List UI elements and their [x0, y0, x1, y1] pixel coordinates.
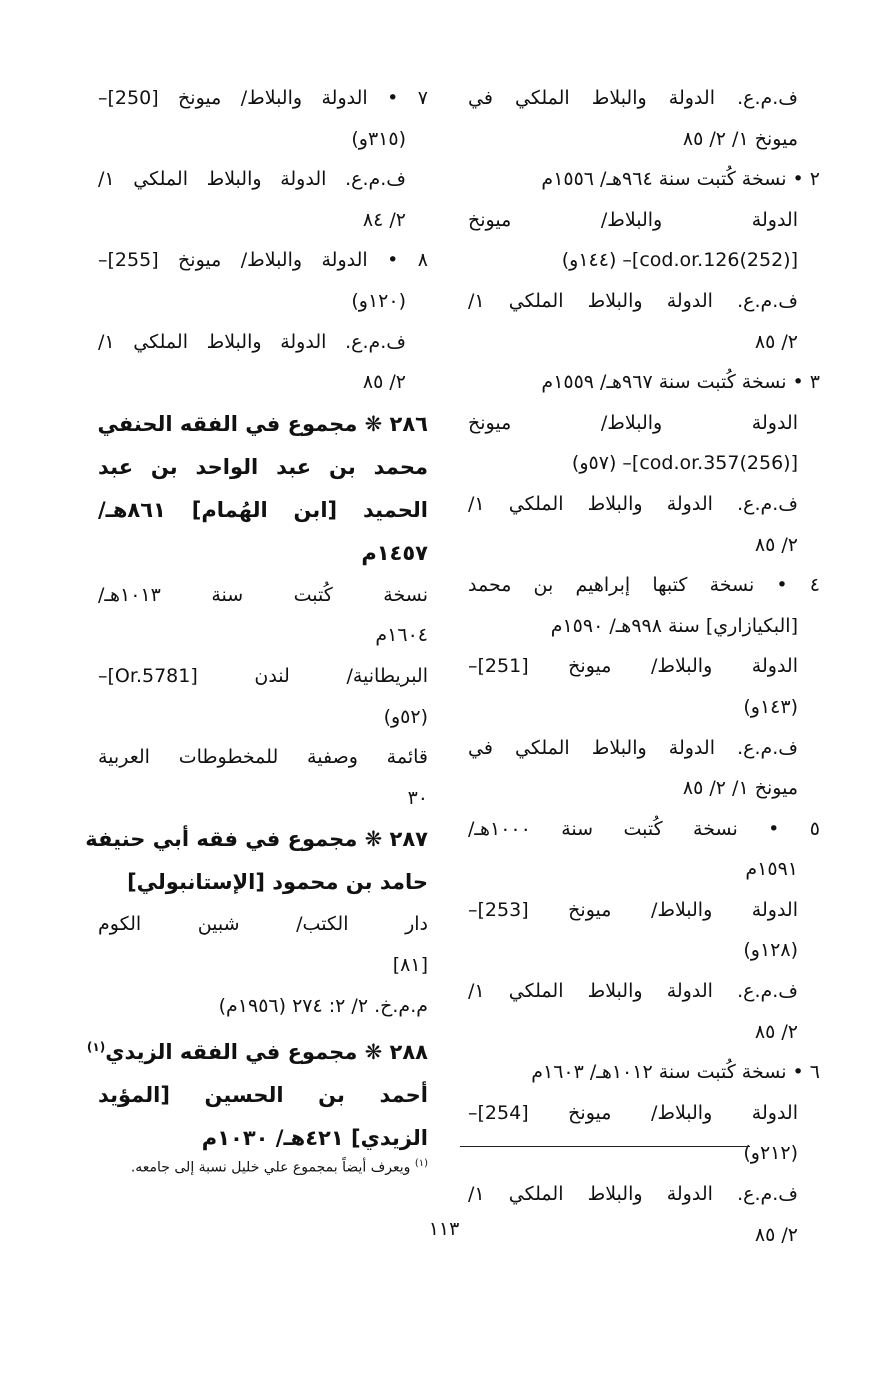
entry-author-line: أحمد بن الحسين [المؤيد — [98, 1083, 428, 1108]
text-line: ٨ • الدولة والبلاط/ ميونخ [255]– — [98, 249, 428, 272]
text-line: ف.م.ع. الدولة والبلاط الملكي ١/ — [468, 980, 798, 1003]
text-line: دار الكتب/ شبين الكوم — [98, 913, 428, 936]
text-line: ف.م.ع. الدولة والبلاط الملكي ١/ — [98, 330, 406, 353]
text-line: ٦ • نسخة كُتبت سنة ١٠١٢هـ/ ١٦٠٣م — [531, 1061, 820, 1084]
footnote-marker: (١) — [414, 1158, 428, 1169]
text-line: [cod.or.126(252)]– (١٤٤و) — [561, 249, 798, 272]
entry-title: ٢٨٧ ❋ مجموع في فقه أبي حنيفة — [85, 827, 428, 852]
text-line: الدولة والبلاط/ ميونخ [251]– — [468, 655, 798, 678]
text-line: ٢/ ٨٤ — [362, 208, 406, 231]
entry-287 — [85, 818, 428, 1026]
footnote-separator — [460, 1146, 750, 1147]
text-line: [٨١] — [392, 953, 428, 976]
text-line: (١٢٨و) — [743, 939, 798, 962]
text-line: الدولة والبلاط/ ميونخ [254]– — [468, 1101, 798, 1124]
text-line: ميونخ ١/ ٢/ ٨٥ — [682, 127, 798, 150]
text-line: الدولة والبلاط/ ميونخ [253]– — [468, 898, 798, 921]
text-line: نسخة كُتبت سنة ١٠١٣هـ/ — [98, 583, 428, 606]
entry-title: ٢٨٦ ❋ مجموع في الفقه الحنفي — [97, 411, 428, 436]
text-line: ٢/ ٨٥ — [754, 330, 798, 353]
right-column — [468, 78, 820, 1255]
text-line: ٢/ ٨٥ — [754, 1223, 798, 1246]
text-line: ميونخ ١/ ٢/ ٨٥ — [682, 777, 798, 800]
text-line: ١٥٩١م — [745, 858, 798, 881]
text-line: ٣٠ — [407, 786, 428, 809]
entry-author-line: ١٤٥٧م — [361, 540, 428, 565]
text-line: ٧ • الدولة والبلاط/ ميونخ [250]– — [98, 87, 428, 109]
text-line: ٥ • نسخة كُتبت سنة ١٠٠٠هـ/ — [468, 817, 820, 840]
entry-title-text: ٢٨٨ ❋ مجموع في الفقه الزيدي — [105, 1040, 428, 1065]
entry-author-line: الحميد [ابن الهُمام] ٨٦١هـ/ — [98, 497, 428, 522]
text-line: ٣ • نسخة كُتبت سنة ٩٦٧هـ/ ١٥٥٩م — [541, 371, 820, 394]
text-line: الدولة والبلاط/ ميونخ — [468, 208, 798, 231]
text-line: [البكيازاري] سنة ٩٩٨هـ/ ١٥٩٠م — [550, 614, 798, 637]
text-line: الدولة والبلاط/ ميونخ — [468, 411, 798, 434]
footnote-text: ويعرف أيضاً بمجموع علي خليل نسبة إلى جامعه. — [130, 1159, 411, 1176]
text-line: البريطانية/ لندن [Or.5781]– — [98, 664, 428, 687]
text-line: ٢/ ٨٥ — [754, 1020, 798, 1043]
text-line: (٣١٥و) — [351, 127, 406, 150]
text-line: ف.م.ع. الدولة والبلاط الملكي ١/ — [468, 289, 798, 312]
entry-288 — [86, 1026, 428, 1160]
text-line: ف.م.ع. الدولة والبلاط الملكي ١/ — [98, 168, 406, 191]
left-column — [85, 78, 428, 1160]
text-line: ٢/ ٨٥ — [754, 533, 798, 556]
text-line: ف.م.ع. الدولة والبلاط الملكي ١/ — [468, 492, 798, 515]
text-line: ٢/ ٨٥ — [362, 371, 406, 394]
text-line: ٢ • نسخة كُتبت سنة ٩٦٤هـ/ ١٥٥٦م — [541, 168, 820, 191]
text-line: (٢١٢و) — [743, 1142, 798, 1165]
text-line: (١٤٣و) — [743, 695, 798, 718]
text-line: [cod.or.357(256)]– (٥٧و) — [571, 452, 798, 475]
page-number: ١١٣ — [428, 1218, 460, 1240]
entry-286 — [98, 403, 428, 819]
entry-author-line: حامد بن محمود [الإستانبولي] — [127, 870, 428, 895]
text-line: ١٦٠٤م — [375, 624, 428, 647]
text-line: (١٢٠و) — [351, 289, 406, 312]
entry-title — [86, 1026, 428, 1074]
text-line: (٥٢و) — [383, 705, 428, 728]
entry-285-copies — [98, 78, 428, 403]
text-line: ف.م.ع. الدولة والبلاط الملكي في — [468, 87, 798, 109]
text-line: ف.م.ع. الدولة والبلاط الملكي في — [468, 736, 798, 759]
footnote — [131, 1158, 428, 1176]
text-line: ٤ • نسخة كتبها إبراهيم بن محمد — [468, 574, 820, 597]
footnote-reference: (١) — [86, 1040, 106, 1055]
text-line: م.م.خ. ٢/ ٢: ٢٧٤ (١٩٥٦م) — [218, 994, 428, 1017]
text-line: قائمة وصفية للمخطوطات العربية — [98, 746, 428, 769]
text-line: ف.م.ع. الدولة والبلاط الملكي ١/ — [468, 1183, 798, 1206]
entry-author-line: محمد بن عبد الواحد بن عبد — [98, 454, 428, 479]
entry-author-line: الزيدي] ٤٢١هـ/ ١٠٣٠م — [201, 1126, 428, 1151]
